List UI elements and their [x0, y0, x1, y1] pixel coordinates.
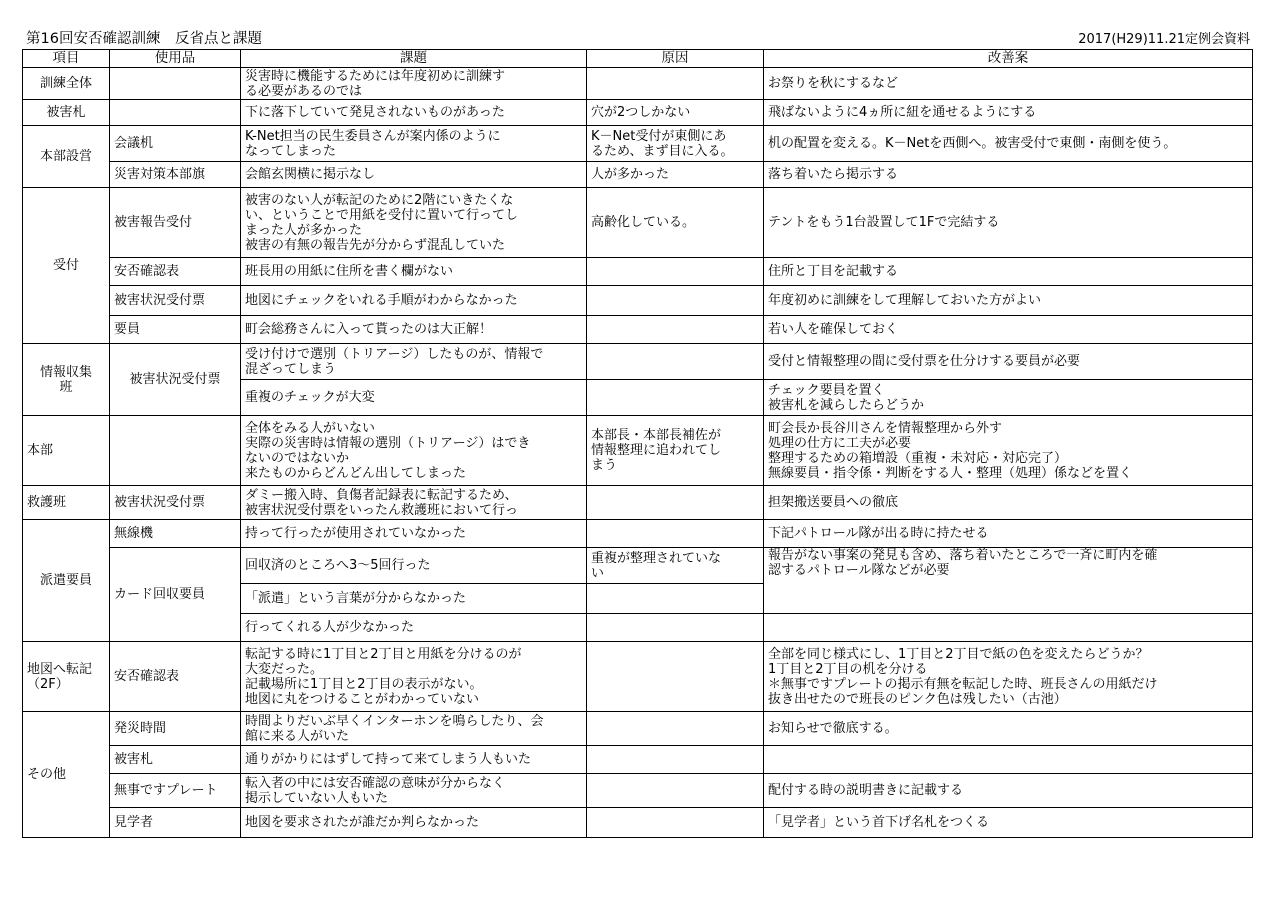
cell-line: ないのではないか [245, 450, 350, 466]
improvement-cell [764, 642, 1253, 712]
category-cell: 受付 [23, 188, 110, 344]
issue-cell [241, 416, 587, 486]
cell-line: 情報整理に追われてし [591, 443, 722, 458]
improvement-cell [764, 380, 1253, 416]
issue-cell [241, 486, 587, 520]
cause-cell [587, 286, 764, 316]
issue-cell [241, 380, 587, 416]
cell-line: 机の配置を変える。K－Netを西側へ。被害受付で東側・南側を使う。 [768, 136, 1177, 151]
item-cell: 無線機 [110, 520, 241, 548]
cell-line: 来たものからどんどん出してしまった [245, 465, 467, 481]
cell-line: 通りがかりにはずして持って来てしまう人もいた [245, 752, 532, 767]
review-table [22, 49, 1253, 838]
cell-line: 回収済のところへ3～5回行った [245, 558, 431, 573]
issue-cell [241, 258, 587, 286]
cell-line: お祭りを秋にするなど [768, 76, 899, 91]
item-cell: 要員 [110, 316, 241, 344]
cell-line: 館に来る人がいた [245, 728, 350, 744]
issue-cell [241, 68, 587, 100]
cell-line: 穴が2つしかない [591, 105, 691, 120]
table-row [23, 286, 1253, 316]
cell-line: まう [591, 458, 618, 473]
cell-line: チェック要員を置く [768, 382, 885, 398]
cell-line: い、ということで用紙を受付に置いて行ってし [245, 207, 519, 223]
cell-line: 町会長か長谷川さんを情報整理から外す [768, 420, 1003, 436]
cause-cell [587, 774, 764, 808]
column-header-category: 項目 [23, 50, 110, 68]
cause-cell [587, 258, 764, 286]
cause-cell [587, 126, 764, 162]
cell-line: まった人が多かった [245, 222, 363, 238]
table-row [23, 548, 1253, 584]
column-header-issue: 課題 [241, 50, 587, 68]
cell-line: 無線要員・指令係・判断をする人・整理（処理）係などを置く [768, 465, 1133, 481]
table-row [23, 258, 1253, 286]
category-cell: 救護班 [23, 486, 110, 520]
item-cell [110, 68, 241, 100]
improvement-cell [764, 808, 1253, 838]
cause-cell [587, 68, 764, 100]
column-header-item: 使用品 [110, 50, 241, 68]
cell-line: 住所と丁目を記載する [768, 264, 899, 279]
item-cell: 安否確認表 [110, 258, 241, 286]
cell-line: 会館玄関横に掲示なし [245, 167, 376, 182]
category-cell [23, 344, 110, 416]
issue-cell [241, 520, 587, 548]
category-cell: その他 [23, 712, 110, 838]
cell-line: 受け付けで選別（トリアージ）したものが、情報で [245, 346, 544, 362]
improvement-cell [764, 188, 1253, 258]
cell-line: 被害のない人が転記のために2階にいきたくな [245, 192, 514, 208]
table-row [23, 316, 1253, 344]
item-cell: 発災時間 [110, 712, 241, 746]
table-row [23, 162, 1253, 188]
table-row [23, 746, 1253, 774]
issue-cell [241, 584, 587, 614]
improvement-cell [764, 774, 1253, 808]
improvement-cell [764, 126, 1253, 162]
cause-cell [587, 100, 764, 126]
cell-line: 班長用の用紙に住所を書く欄がない [245, 264, 454, 279]
improvement-cell [764, 416, 1253, 486]
cause-cell [587, 614, 764, 642]
item-cell: 安否確認表 [110, 642, 241, 712]
cell-line: ＊無事ですプレートの掲示有無を転記した時、班長さんの用紙だけ [768, 676, 1158, 692]
issue-cell [241, 808, 587, 838]
issue-cell [241, 344, 587, 380]
cell-line: 認するパトロール隊などが必要 [768, 563, 950, 578]
cell-line: 人が多かった [591, 167, 670, 182]
table-row [23, 712, 1253, 746]
improvement-cell [764, 316, 1253, 344]
item-cell [110, 100, 241, 126]
cell-line: 地図に丸をつけることがわかっていない [245, 691, 480, 707]
cell-line: K－Net受付が東側にあ [591, 128, 727, 144]
category-cell: 本部 [23, 416, 110, 486]
cell-line: なってしまった [245, 143, 337, 159]
cell-line: 担架搬送要員への徹底 [768, 495, 899, 510]
improvement-cell [764, 258, 1253, 286]
issue-cell [241, 548, 587, 584]
improvement-cell [764, 100, 1253, 126]
cell-line: るため、まず目に入る。 [591, 143, 734, 159]
cell-line: 災害時に機能するためには年度初めに訓練す [245, 68, 506, 84]
table-row [23, 774, 1253, 808]
cell-line: 年度初めに訓練をして理解しておいた方がよい [768, 293, 1042, 308]
cell-line: 被害札を減らしたらどうか [768, 397, 925, 413]
cell-line: 1丁目と2丁目の机を分ける [768, 661, 928, 677]
cell-line: 飛ばないように4ヵ所に紐を通せるようにする [768, 105, 1037, 120]
issue-cell [241, 162, 587, 188]
column-header-improvement: 改善案 [764, 50, 1253, 68]
cell-line: 重複が整理されていな [591, 550, 722, 566]
improvement-cell [764, 520, 1253, 548]
improvement-cell [764, 548, 1253, 614]
cell-line: 転記する時に1丁目と2丁目と用紙を分けるのが [245, 646, 522, 662]
issue-cell [241, 746, 587, 774]
issue-cell [241, 100, 587, 126]
cause-cell [587, 380, 764, 416]
item-cell: 見学者 [110, 808, 241, 838]
improvement-cell [764, 162, 1253, 188]
cell-line: 受付と情報整理の間に受付票を仕分けする要員が必要 [768, 354, 1081, 369]
table-row [23, 416, 1253, 486]
cell-line: テントをもう1台設置して1Fで完結する [768, 215, 1000, 230]
item-cell [110, 416, 241, 486]
cause-cell [587, 642, 764, 712]
issue-cell [241, 316, 587, 344]
category-cell [23, 642, 110, 712]
cell-line: 高齢化している。 [591, 215, 696, 230]
cell-line: 地図にチェックをいれる手順がわからなかった [245, 293, 518, 308]
category-cell: 派遣要員 [23, 520, 110, 642]
improvement-cell [764, 712, 1253, 746]
cell-line: 抜き出せたので班長のピンク色は残したい（古池） [768, 691, 1067, 707]
table-body [23, 68, 1253, 838]
cell-line: ダミー搬入時、負傷者記録表に転記するため、 [245, 487, 518, 503]
category-cell: 本部設営 [23, 126, 110, 188]
cell-line: 「見学者」という首下げ名札をつくる [768, 815, 990, 830]
category-label: 情報収集班 [39, 364, 92, 395]
cause-cell [587, 520, 764, 548]
cell-line: お知らせで徹底する。 [768, 721, 898, 736]
cause-cell [587, 808, 764, 838]
table-header-row [23, 50, 1253, 68]
table-row [23, 126, 1253, 162]
cell-line: K-Net担当の民生委員さんが案内係のように [245, 128, 501, 144]
document-header [22, 27, 1252, 49]
cause-cell [587, 344, 764, 380]
cell-line: 落ち着いたら掲示する [768, 167, 899, 182]
cell-line: 報告がない事案の発見も含め、落ち着いたところで一斉に町内を確 [768, 548, 1158, 563]
table-row [23, 642, 1253, 712]
table-row [23, 486, 1253, 520]
cause-cell [587, 584, 764, 614]
table-row [23, 344, 1253, 380]
cause-cell [587, 486, 764, 520]
cell-line: 全部を同じ様式にし、1丁目と2丁目で紙の色を変えたらどうか？ [768, 646, 1149, 662]
item-cell: カード回収要員 [110, 548, 241, 642]
cell-line: 持って行ったが使用されていなかった [245, 526, 467, 541]
issue-cell [241, 712, 587, 746]
table-row [23, 520, 1253, 548]
cell-line: 町会総務さんに入って貰ったのは大正解！ [245, 322, 493, 337]
cell-line: 重複のチェックが大変 [245, 390, 375, 405]
item-cell: 被害報告受付 [110, 188, 241, 258]
category-cell: 訓練全体 [23, 68, 110, 100]
cause-cell [587, 162, 764, 188]
issue-cell [241, 126, 587, 162]
cell-line: 被害状況受付票をいったん救護班において行っ [245, 502, 519, 518]
cell-line: 混ざってしまう [245, 361, 337, 377]
item-cell: 会議机 [110, 126, 241, 162]
issue-cell [241, 188, 587, 258]
issue-cell [241, 774, 587, 808]
item-cell: 被害札 [110, 746, 241, 774]
item-cell: 災害対策本部旗 [110, 162, 241, 188]
document-title: 第16回安否確認訓練 反省点と課題 [26, 31, 262, 47]
cell-line: 下記パトロール隊が出る時に持たせる [768, 526, 989, 541]
cell-line: 整理するための箱増設（重複・未対応・対応完了） [768, 450, 1068, 466]
cell-line: 「派遣」という言葉が分からなかった [245, 591, 467, 606]
issue-cell [241, 286, 587, 316]
cell-line: 配付する時の説明書きに記載する [768, 783, 964, 798]
improvement-cell [764, 344, 1253, 380]
cell-line: 掲示していない人もいた [245, 790, 389, 806]
cell-line: 処理の仕方に工夫が必要 [768, 435, 912, 451]
cause-cell [587, 188, 764, 258]
cause-cell [587, 712, 764, 746]
improvement-cell [764, 68, 1253, 100]
cell-line: 大変だった。 [245, 661, 324, 677]
cell-line: 若い人を確保しておく [768, 322, 899, 337]
item-cell: 被害状況受付票 [110, 486, 241, 520]
item-cell: 無事ですプレート [110, 774, 241, 808]
improvement-cell [764, 614, 1253, 642]
cause-cell [587, 746, 764, 774]
improvement-cell [764, 486, 1253, 520]
improvement-cell [764, 286, 1253, 316]
column-header-cause: 原因 [587, 50, 764, 68]
cell-line: 被害の有無の報告先が分からず混乱していた [245, 237, 506, 253]
issue-cell [241, 614, 587, 642]
cell-line: 下に落下していて発見されないものがあった [245, 105, 505, 120]
document-meta: 2017(H29)11.21定例会資料 [1078, 32, 1250, 47]
cell-line: 全体をみる人がいない [245, 420, 376, 436]
cell-line: 転入者の中には安否確認の意味が分からなく [245, 775, 506, 791]
item-cell: 被害状況受付票 [110, 286, 241, 316]
table-row [23, 808, 1253, 838]
cell-line: 行ってくれる人が少なかった [245, 620, 415, 635]
issue-cell [241, 642, 587, 712]
cell-line: 時間よりだいぶ早くインターホンを鳴らしたり、会 [245, 713, 544, 729]
cell-line: 実際の災害時は情報の選別（トリアージ）はでき [245, 435, 531, 451]
cause-cell [587, 416, 764, 486]
cell-line: い [591, 565, 605, 581]
table-row [23, 188, 1253, 258]
item-cell: 被害状況受付票 [110, 344, 241, 416]
cell-line: 記載場所に1丁目と2丁目の表示がない。 [245, 676, 483, 692]
cause-cell [587, 316, 764, 344]
category-cell: 被害札 [23, 100, 110, 126]
table-row [23, 100, 1253, 126]
cell-line: 本部長・本部長補佐が [591, 428, 722, 443]
cell-line: 地図を要求されたが誰だか判らなかった [245, 815, 480, 830]
table-row [23, 68, 1253, 100]
cell-line: る必要があるのでは [245, 83, 363, 99]
category-label: 地図へ転記（2F） [27, 661, 93, 692]
cause-cell [587, 548, 764, 584]
improvement-cell [764, 746, 1253, 774]
